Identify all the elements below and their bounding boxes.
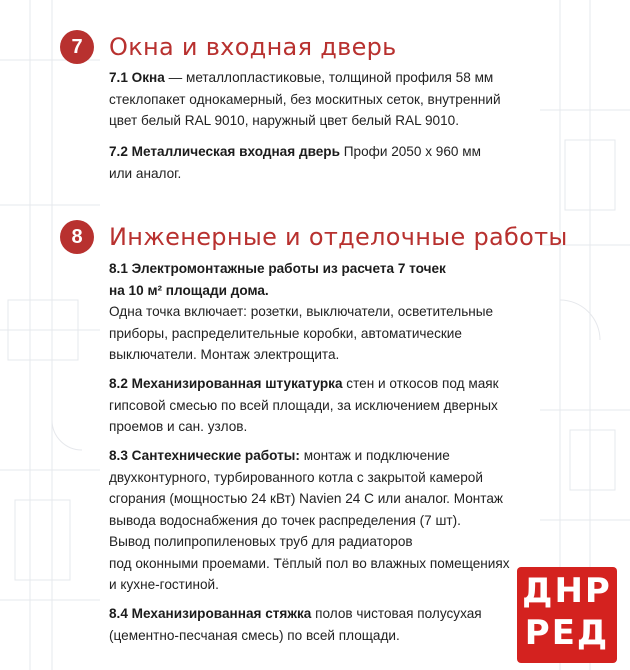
- item-label: 8.1 Электромонтажные работы из расчета 7 точек: [109, 261, 446, 276]
- item-8-2: 8.2 Механизированная штукатурка стен и откосов под маяк гипсовой смесью по всей площади, за исключением дверных проемов и сан. узлов.: [109, 376, 499, 434]
- section-8-header: [60, 220, 568, 254]
- item-label: 8.3 Сантехнические работы:: [109, 448, 300, 463]
- item-8-1: 8.1 Электромонтажные работы из расчета 7 точек на 10 м² площади дома. Одна точка включает: розетки, выключатели, осветительные приборы, распределительные коробки, автоматические выключатели. Монтаж электрощита.: [109, 261, 494, 362]
- dnr-red-logo: ДНР РЕД: [517, 567, 617, 663]
- item-7-2: 7.2 Металлическая входная дверь Профи 2050 х 960 мм или аналог.: [109, 144, 481, 181]
- section-7-header: [60, 30, 397, 64]
- item-label: 7.1 Окна: [109, 70, 165, 85]
- item-label: 8.4 Механизированная стяжка: [109, 606, 312, 621]
- item-label: 8.2 Механизированная штукатурка: [109, 376, 343, 391]
- section-title: Инженерные и отделочные работы: [109, 223, 568, 251]
- item-label: на 10 м² площади дома.: [109, 282, 269, 298]
- section-number-badge: 8: [60, 220, 94, 254]
- item-8-4: 8.4 Механизированная стяжка полов чистовая полусухая (цементно-песчаная смесь) по всей площади.: [109, 606, 482, 643]
- item-8-3: 8.3 Сантехнические работы: монтаж и подключение двухконтурного, турбированного котла с закрытой камерой сгорания (мощностью 24 кВт) Navien 24 C или аналог. Монтаж вывода водоснабжения до точек распределения (7 шт). Вывод полипропиленовых труб для радиаторов под оконными проемами. Тёплый пол во влажных помещениях и кухне-гостиной.: [109, 448, 510, 592]
- item-7-1: 7.1 Окна — металлопластиковые, толщиной профиля 58 мм стеклопакет однокамерный, без москитных сеток, внутренний цвет белый RAL 9010, наружный цвет белый RAL 9010.: [109, 70, 501, 128]
- item-label: 7.2 Металлическая входная дверь: [109, 144, 340, 159]
- section-title: Окна и входная дверь: [109, 33, 397, 61]
- section-number-badge: 7: [60, 30, 94, 64]
